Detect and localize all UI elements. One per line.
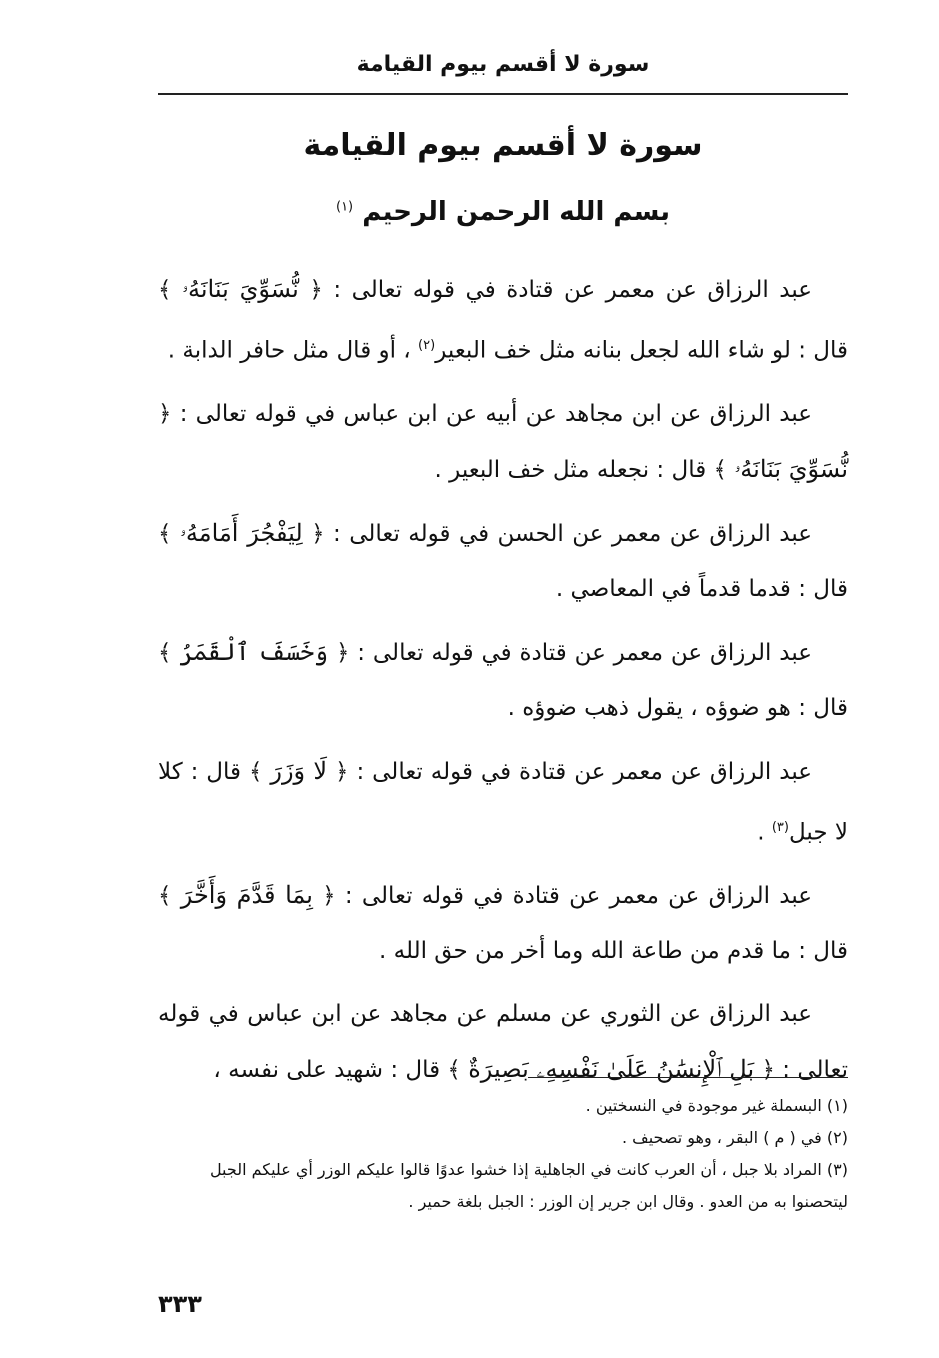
running-header: سورة لا أقسم بيوم القيامة xyxy=(356,52,650,77)
paragraph-text: عبد الرزاق عن الثوري عن مسلم عن مجاهد عن ابن عباس في قوله تعالى : ﴿ xyxy=(158,1001,848,1084)
paragraph xyxy=(158,506,848,617)
footnote-rule xyxy=(528,1077,848,1078)
footnote: (٣) المراد بلا جبل ، أن العرب كانت في الجاهلية إذا خشوا عدوًا قالوا عليكم الوزر أي عليكم الجبل ليتحصنوا به من العدو . وقال ابن جرير إن الوزر : الجبل بلغة حمير . xyxy=(209,1160,848,1211)
page-title: سورة لا أقسم بيوم القيامة xyxy=(303,128,703,163)
paragraph-text: ، أو قال مثل حافر الدابة . xyxy=(167,337,419,364)
paragraph xyxy=(158,387,848,498)
paragraph-text: ﴾ قال : لو شاء الله لجعل بنانه مثل خف البعير xyxy=(158,277,848,364)
footnote-ref: (٢) xyxy=(418,338,436,353)
paragraph-text: . xyxy=(757,819,772,846)
paragraph-text: عبد الرزاق عن معمر عن قتادة في قوله تعالى : ﴿ xyxy=(328,639,812,666)
paragraph xyxy=(158,625,848,736)
paragraph-text: ﴾ قال : ما قدم من طاعة الله وما أخر من حق الله . xyxy=(158,883,848,965)
paragraph xyxy=(158,987,848,1098)
paragraph-text: عبد الرزاق عن معمر عن قتادة في قوله تعالى : ﴿ xyxy=(298,277,812,303)
paragraph xyxy=(158,744,848,861)
quran-verse: وَخَسَفَ ٱلْقَمَرُ xyxy=(179,637,329,666)
footnotes xyxy=(158,1090,848,1218)
header-rule xyxy=(158,93,848,95)
quran-verse: لِيَفْجُرَ أَمَامَهُۥ xyxy=(179,518,303,547)
footnote: (١) البسملة غير موجودة في النسختين . xyxy=(585,1096,848,1115)
paragraph-text: ﴾ قال : هو ضوؤه ، يقول ذهب ضوؤه . xyxy=(158,639,848,721)
footnote: (٢) في ( م ) البقر ، وهو تصحيف . xyxy=(621,1128,848,1147)
paragraph xyxy=(158,868,848,979)
paragraph-text: عبد الرزاق عن معمر عن قتادة في قوله تعالى : ﴿ xyxy=(312,883,813,910)
quran-verse: بِمَا قَدَّمَ وَأَخَّرَ xyxy=(180,881,313,910)
basmala xyxy=(158,197,848,227)
paragraph-text: ﴾ قال : كلا لا جبل xyxy=(158,758,848,846)
basmala-text: بسم الله الرحمن الرحيم xyxy=(362,197,671,227)
quran-verse: نُّسَوِّيَ بَنَانَهُۥ xyxy=(734,454,848,483)
body-text xyxy=(158,262,848,1106)
paragraph-text: عبد الرزاق عن ابن مجاهد عن أبيه عن ابن عباس في قوله تعالى : ﴿ xyxy=(158,400,812,427)
paragraph-text: ﴾ قال : قدما قدماً في المعاصي . xyxy=(158,520,848,602)
quran-verse: نُّسَوِّيَ بَنَانَهُۥ xyxy=(181,275,299,303)
paragraph-text: ﴾ قال : نجعله مثل خف البعير . xyxy=(434,456,735,483)
page-number: ٣٣٣ xyxy=(158,1290,202,1318)
paragraph-text: عبد الرزاق عن معمر عن الحسن في قوله تعالى : ﴿ xyxy=(302,520,813,547)
quran-verse: لَا وَزَرَ xyxy=(270,756,328,785)
footnote-ref: (٣) xyxy=(771,819,789,835)
quran-verse: بَلِ ٱلْإِنسَٰنُ عَلَىٰ نَفْسِهِۦ بَصِيرَةٌ xyxy=(468,1055,755,1084)
paragraph-text: عبد الرزاق عن معمر عن قتادة في قوله تعالى : ﴿ xyxy=(327,758,812,785)
paragraph xyxy=(158,262,848,379)
footnote-ref: (١) xyxy=(335,199,354,215)
paragraph-text: ﴾ قال : شهيد على نفسه ، xyxy=(213,1057,469,1084)
